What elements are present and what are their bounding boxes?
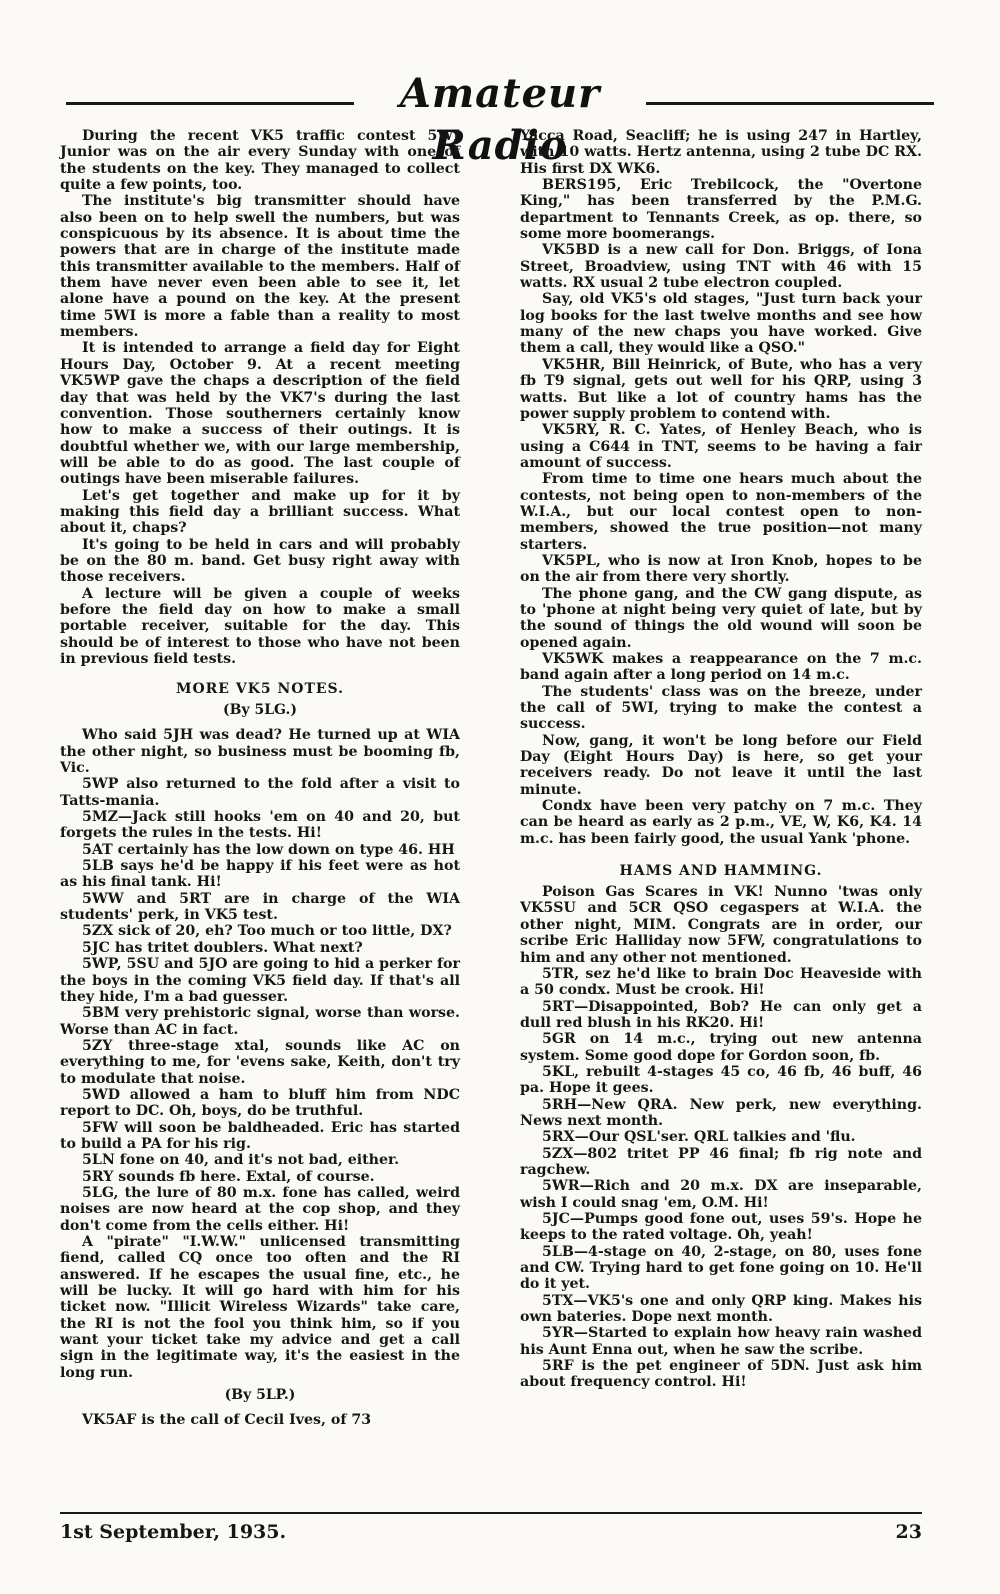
masthead-title: Amateur Radio (399, 70, 601, 169)
note-item: 5LG, the lure of 80 m.x. fone has called, weird noises are now heard at the cop shop, and they don't come from the cells either. Hi! (60, 1184, 460, 1234)
masthead-rule-right (646, 102, 934, 105)
note-item: Who said 5JH was dead? He turned up at WIA the other night, so business must be booming fb, Vic. (60, 727, 460, 777)
note-item: Condx have been very patchy on 7 m.c. They can be heard as early as 2 p.m., VE, W, K6, K4. 14 m.c. has been fairly good, the usual Yank 'phone. (520, 798, 922, 847)
hams-note-item: 5RH—New QRA. New perk, new everything. News next month. (520, 1096, 922, 1129)
intro-section (60, 128, 460, 667)
hams-note-item: 5RX—Our QSL'ser. QRL talkies and 'flu. (542, 1129, 856, 1146)
note-item: VK5RY, R. C. Yates, of Henley Beach, who is using a C644 in TNT, seems to be having a fair amount of success. (520, 422, 922, 471)
section-byline: (By 5LG.) (222, 702, 297, 719)
note-item: A "pirate" "I.W.W." unlicensed transmitting fiend, called CQ once too often and the RI answered. If he escapes the usual fine, etc., he will be lucky. It will go hard with him for his ticket now. "Illicit Wireless Wizards" take care, the RI is not the fool you think him, so if you want your ticket take my advice and get a call sign in the legitimate way, it's the easiest in the long run. (60, 1234, 460, 1381)
closing-line: VK5AF is the call of Cecil Ives, of 73 (82, 1412, 372, 1429)
note-item: VK5WK makes a reappearance on the 7 m.c. band again after a long period on 14 m.c. (520, 651, 922, 684)
note-item: VK5HR, Bill Heinrick, of Bute, who has a very fb T9 signal, gets out well for his QRP, using 3 watts. But like a lot of country hams has the power supply problem to contend with. (520, 356, 922, 422)
section-heading-hams-and-hamming: HAMS AND HAMMING. (619, 863, 823, 880)
note-item: Say, old VK5's old stages, "Just turn back your log books for the last twelve months and see how many of the new chaps you have worked. Give them a call, they would like a QSO." (520, 291, 922, 357)
intro-paragraph: It is intended to arrange a field day for Eight Hours Day, October 9. At a recent meeting VK5WP gave the chaps a description of the field day that was held by the VK7's during the last convention. Those southerners certainly know how to make a success of their outings. It is doubtful whether we, with our large membership, will be able to do as good. The last couple of outings have been miserable failures. (60, 340, 460, 488)
note-item: VK5PL, who is now at Iron Knob, hopes to be on the air from there very shortly. (520, 552, 922, 586)
notes-list-right (520, 177, 922, 847)
hams-note-item: 5TR, sez he'd like to brain Doc Heaveside with a 50 condx. Must be crook. Hi! (520, 965, 922, 999)
note-item: 5LN fone on 40, and it's not bad, either. (82, 1152, 400, 1169)
second-byline: (By 5LP.) (224, 1387, 296, 1404)
hams-note-item: 5RT—Disappointed, Bob? He can only get a dull red blush in his RK20. Hi! (520, 998, 922, 1031)
hams-note-item: 5JC—Pumps good fone out, uses 59's. Hope he keeps to the rated voltage. Oh, yeah! (520, 1211, 922, 1244)
note-item: 5LB says he'd be happy if his feet were as hot as his final tank. Hi! (60, 858, 460, 891)
note-item: 5WP, 5SU and 5JO are going to hid a perker for the boys in the coming VK5 field day. If that's all they hide, I'm a bad guesser. (60, 956, 460, 1005)
note-item: 5ZY three-stage xtal, sounds like AC on everything to me, for 'evens sake, Keith, don't try to modulate that noise. (60, 1037, 460, 1087)
note-item: 5WW and 5RT are in charge of the WIA students' perk, in VK5 test. (60, 890, 460, 924)
left-column (60, 128, 460, 1428)
hams-notes-list (520, 884, 922, 1391)
intro-paragraph: The institute's big transmitter should have also been on to help swell the numbers, but was conspicuous by its absence. It is about time the powers that are in charge of the institute made this transmitter available to the members. Half of them have never even been able to see it, let alone have a pound on the key. At the present time 5WI is more a fable than a reality to most members. (60, 193, 460, 341)
right-column (520, 128, 922, 1391)
intro-paragraph: Let's get together and make up for it by making this field day a brilliant success. What about it, chaps? (60, 487, 460, 537)
note-item: 5MZ—Jack still hooks 'em on 40 and 20, but forgets the rules in the tests. Hi! (60, 809, 460, 842)
continuation-paragraph: Yacca Road, Seacliff; he is using 247 in Hartley, with 10 watts. Hertz antenna, using 2 tube DC RX. His first DX WK6. (520, 128, 922, 177)
hams-note-item: 5YR—Started to explain how heavy rain washed his Aunt Enna out, when he saw the scribe. (520, 1325, 922, 1358)
notes-list (60, 727, 460, 1381)
intro-paragraph: A lecture will be given a couple of weeks before the field day on how to make a small portable receiver, suitable for the day. This should be of interest to those who have not been in previous field tests. (60, 585, 460, 667)
note-item: The phone gang, and the CW gang dispute, as to 'phone at night being very quiet of late, but by the sound of things the old wound will soon be opened again. (520, 585, 922, 651)
hams-note-item: Poison Gas Scares in VK! Nunno 'twas only VK5SU and 5CR QSO cegaspers at W.I.A. the other night, MIM. Congrats are in order, our scribe Eric Halliday now 5FW, congratulations to him and any other not mentioned. (520, 884, 922, 966)
hams-note-item: 5WR—Rich and 20 m.x. DX are inseparable, wish I could snag 'em, O.M. Hi! (520, 1178, 922, 1211)
page-number: 23 (895, 1521, 922, 1543)
hams-note-item: 5LB—4-stage on 40, 2-stage, on 80, uses fone and CW. Trying hard to get fone going on 10. He'll do it yet. (520, 1243, 922, 1293)
note-item: 5WP also returned to the fold after a visit to Tatts-mania. (60, 776, 460, 809)
hams-note-item: 5ZX—802 tritet PP 46 final; fb rig note and ragchew. (520, 1145, 922, 1178)
note-item: From time to time one hears much about the contests, not being open to non-members of the W.I.A., but our local contest open to non-members, showed the true position—not many starters. (520, 471, 922, 553)
note-item: 5ZX sick of 20, eh? Too much or too little, DX? (82, 923, 452, 940)
section-heading-more-vk5-notes: MORE VK5 NOTES. (175, 681, 345, 698)
footer-rule (60, 1512, 922, 1514)
masthead-rule-left (66, 102, 354, 105)
note-item: 5FW will soon be baldheaded. Eric has started to build a PA for his rig. (60, 1119, 460, 1152)
hams-note-item: 5KL, rebuilt 4-stages 45 co, 46 fb, 46 buff, 46 pa. Hope it gees. (520, 1063, 922, 1097)
footer-date: 1st September, 1935. (60, 1521, 287, 1543)
note-item: 5RY sounds fb here. Extal, of course. (82, 1168, 375, 1185)
note-item: The students' class was on the breeze, under the call of 5WI, trying to make the contest a success. (520, 683, 922, 733)
intro-paragraph: During the recent VK5 traffic contest 5WI Junior was on the air every Sunday with one of the students on the key. They managed to collect quite a few points, too. (60, 128, 460, 194)
note-item: 5BM very prehistoric signal, worse than worse. Worse than AC in fact. (60, 1005, 460, 1038)
note-item: Now, gang, it won't be long before our Field Day (Eight Hours Day) is here, so get your receivers ready. Do not leave it until the last minute. (520, 732, 922, 798)
intro-paragraph: It's going to be held in cars and will probably be on the 80 m. band. Get busy right away with those receivers. (60, 536, 460, 586)
hams-note-item: 5GR on 14 m.c., trying out new antenna system. Some good dope for Gordon soon, fb. (520, 1031, 922, 1064)
note-item: 5JC has tritet doublers. What next? (82, 939, 363, 956)
note-item: 5WD allowed a ham to bluff him from NDC report to DC. Oh, boys, do be truthful. (60, 1086, 460, 1120)
hams-note-item: 5TX—VK5's one and only QRP king. Makes his own bateries. Dope next month. (520, 1292, 922, 1326)
hams-note-item: 5RF is the pet engineer of 5DN. Just ask him about frequency control. Hi! (520, 1358, 922, 1391)
note-item: 5AT certainly has the low down on type 46. HH (82, 841, 455, 858)
note-item: VK5BD is a new call for Don. Briggs, of Iona Street, Broadview, using TNT with 46 with 15 watts. RX usual 2 tube electron coupled. (520, 242, 922, 292)
note-item: BERS195, Eric Trebilcock, the "Overtone King," has been transferred by the P.M.G. department to Tennants Creek, as op. there, so some more boomerangs. (520, 177, 922, 243)
